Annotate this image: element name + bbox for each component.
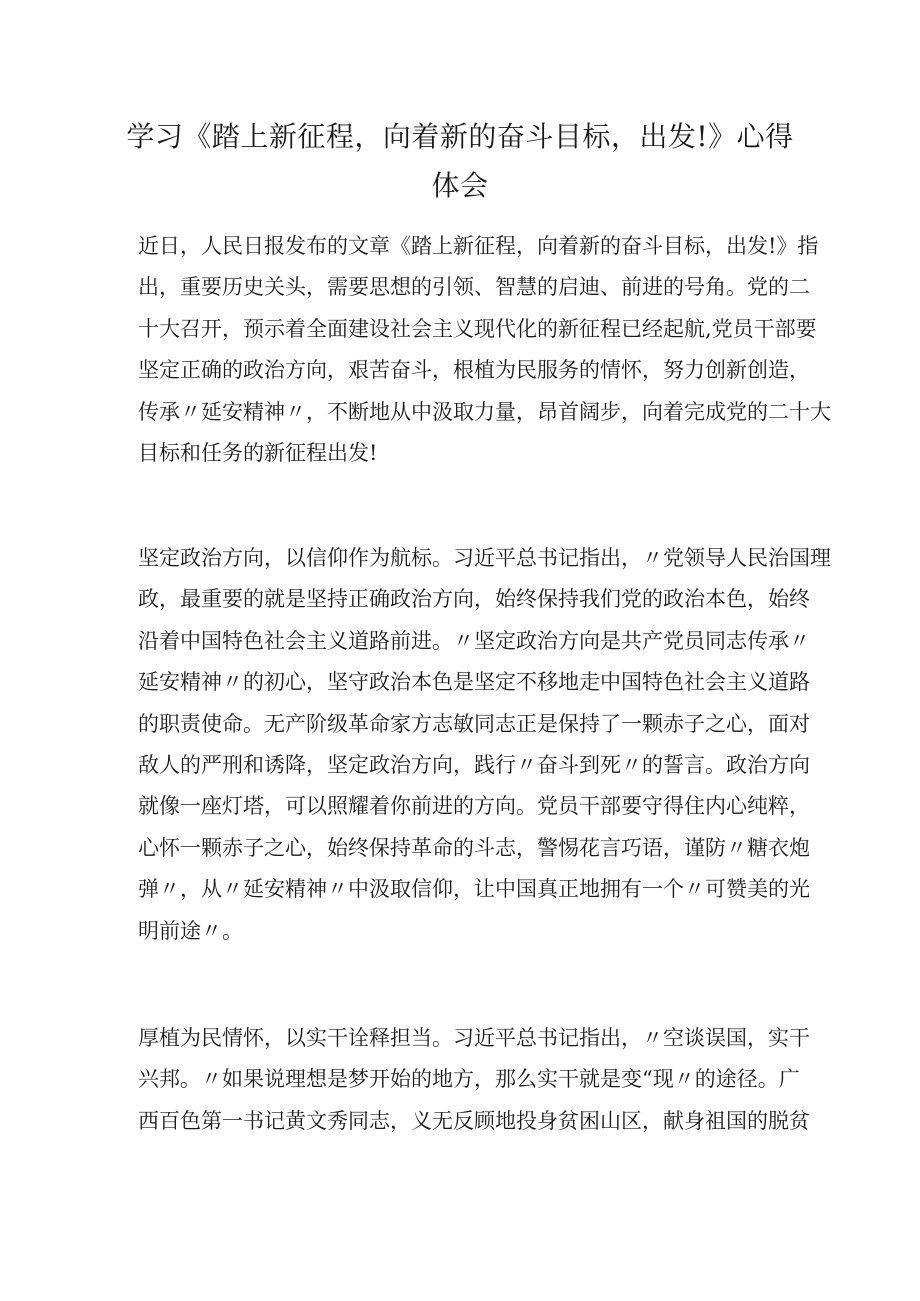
paragraph-line: 兴邦。〃如果说理想是梦开始的地方，那么实干就是变“现〃的途径。广: [138, 1067, 800, 1092]
paragraph-line: 出，重要历史关头，需要思想的引领、智慧的启迪、前进的号角。党的二: [138, 275, 810, 300]
title-line: 体会: [431, 169, 489, 202]
paragraph-line: 弹〃，从〃延安精神〃中汲取信仰，让中国真正地拥有一个〃可赞美的光: [138, 877, 810, 902]
paragraph-line: 西百色第一书记黄文秀同志，义无反顾地投身贫困山区，献身祖国的脱贫: [138, 1108, 810, 1133]
paragraph-line: 心怀一颗赤子之心，始终保持革命的斗志，警惕花言巧语，谨防〃糖衣炮: [138, 835, 810, 860]
paragraph-line: 十大召开，预示着全面建设社会主义现代化的新征程已经起航,党员干部要: [138, 316, 817, 341]
document-title: [120, 112, 800, 210]
paragraph-line: 沿着中国特色社会主义道路前进。〃坚定政治方向是共产党员同志传承〃: [138, 628, 810, 653]
paragraph-line: 坚定政治方向，以信仰作为航标。习近平总书记指出，〃党领导人民治国理: [138, 546, 831, 570]
paragraph-political-direction: [138, 538, 831, 952]
title-line: 学习《踏上新征程，向着新的奋斗目标，出发!》心得: [126, 120, 794, 153]
paragraph-intro: [138, 226, 831, 474]
paragraph-line: 近日，人民日报发布的文章《踏上新征程，向着新的奋斗目标，出发!》指: [138, 234, 819, 258]
paragraph-line: 坚定正确的政治方向，艰苦奋斗，根植为民服务的情怀，努力创新创造，: [138, 358, 810, 383]
paragraph-serve-people: [138, 1018, 810, 1142]
paragraph-line: 明前途〃。: [138, 918, 243, 943]
paragraph-line: 传承〃延安精神〃，不断地从中汲取力量，昂首阔步，向着完成党的二十大: [138, 399, 831, 424]
paragraph-line: 延安精神〃的初心，坚守政治本色是坚定不移地走中国特色社会主义道路: [138, 670, 810, 695]
paragraph-line: 目标和任务的新征程出发!: [138, 440, 378, 465]
paragraph-line: 的职责使命。无产阶级革命家方志敏同志正是保持了一颗赤子之心，面对: [138, 711, 810, 736]
paragraph-line: 政，最重要的就是坚持正确政治方向，始终保持我们党的政治本色，始终: [138, 587, 810, 612]
paragraph-line: 就像一座灯塔，可以照耀着你前进的方向。党员干部要守得住内心纯粹，: [138, 794, 810, 819]
paragraph-line: 厚植为民情怀，以实干诠释担当。习近平总书记指出，〃空谈误国，实干: [138, 1026, 810, 1050]
paragraph-line: 敌人的严刑和诱降，坚定政治方向，践行〃奋斗到死〃的誓言。政治方向: [138, 752, 810, 777]
